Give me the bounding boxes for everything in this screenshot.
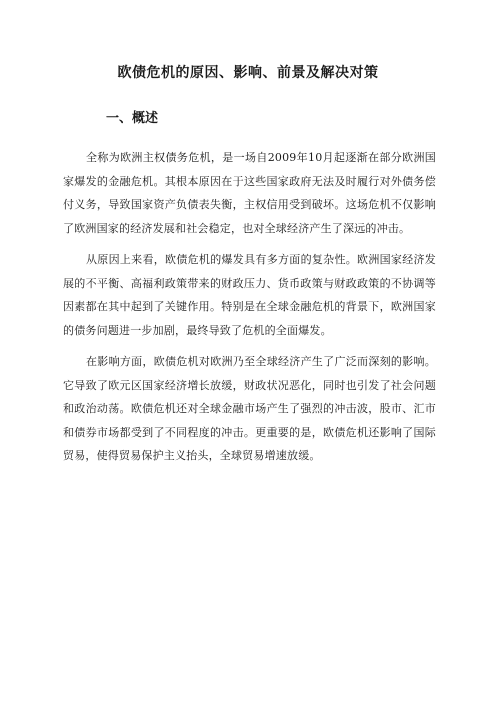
section-body-overview — [63, 146, 436, 476]
paragraph-causes: 从原因上来看，欧债危机的爆发具有多方面的复杂性。欧洲国家经济发展的不平衡、高福利政策带来的财政压力、货币政策与财政政策的不协调等因素都在其中起到了关键作用。特别是在全球金融危机的背景下，欧洲国家的债务问题进一步加剧，最终导致了危机的全面爆发。 — [63, 253, 436, 337]
document-title: 欧债危机的原因、影响、前景及解决对策 — [117, 65, 379, 81]
paragraph-impacts: 在影响方面，欧债危机对欧洲乃至全球经济产生了广泛而深刻的影响。它导致了欧元区国家经济增长放缓，财政状况恶化，同时也引发了社会问题和政治动荡。欧债危机还对全球金融市场产生了强烈的冲击波，股市、汇市和债券市场都受到了不同程度的冲击。更重要的是，欧债危机还影响了国际贸易，使得贸易保护主义抬头，全球贸易增速放缓。 — [63, 355, 436, 462]
section-heading-overview: 一、概述 — [106, 111, 159, 126]
paragraph-definition: 全称为欧洲主权债务危机，是一场自2009年10月起逐渐在部分欧洲国家爆发的金融危机。其根本原因在于这些国家政府无法及时履行对外债务偿付义务，导致国家资产负债表失衡，主权信用受到破坏。这场危机不仅影响了欧洲国家的经济发展和社会稳定，也对全球经济产生了深远的冲击。 — [63, 151, 436, 235]
